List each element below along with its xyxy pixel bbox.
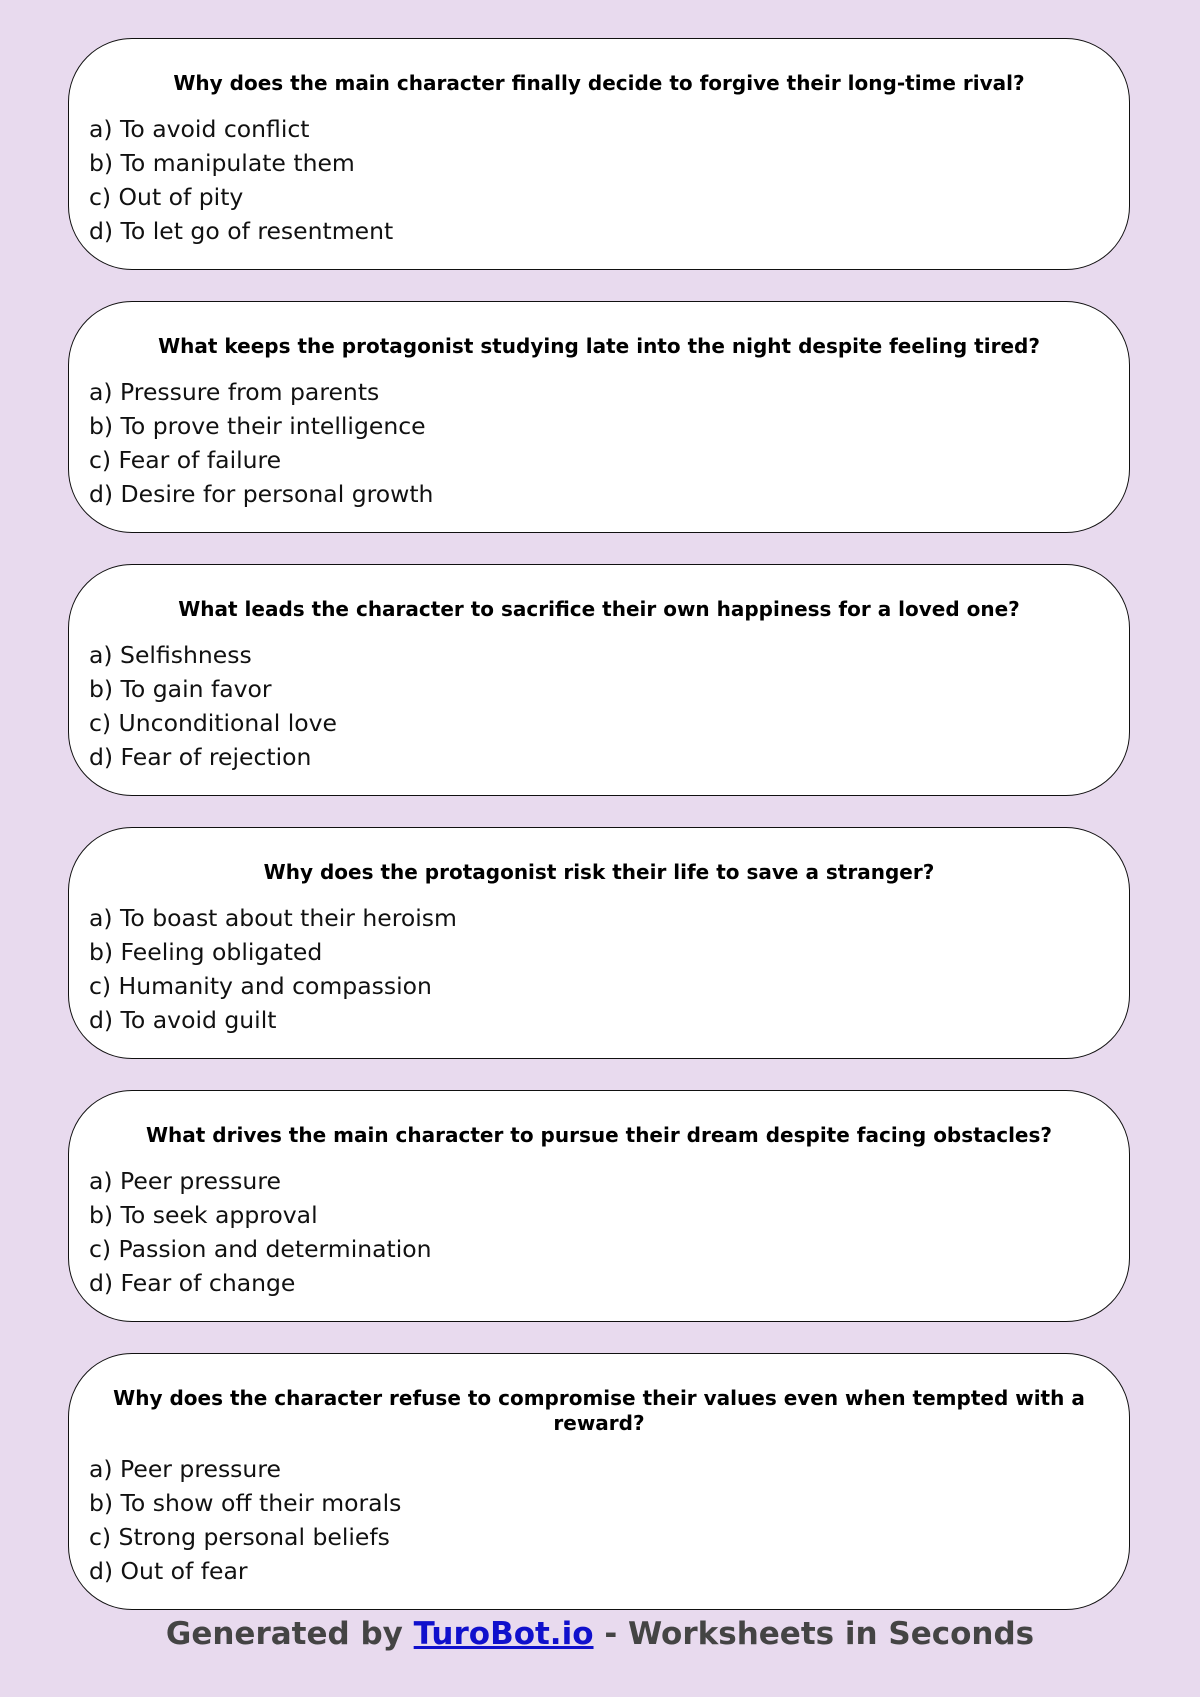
question-text: What keeps the protagonist studying late into the night despite feeling tired? [158, 334, 1040, 358]
option-a: a) To avoid conflict [89, 115, 310, 143]
option-b: b) To manipulate them [89, 149, 355, 177]
question-card-4 [68, 827, 1130, 1059]
option-c: c) Strong personal beliefs [89, 1523, 390, 1551]
question-card-5 [68, 1090, 1130, 1322]
question-text: Why does the character refuse to compromise their values even when tempted with a reward? [113, 1386, 1085, 1435]
option-d: d) Fear of change [89, 1269, 296, 1297]
footer [0, 1616, 1200, 1652]
option-c: c) Unconditional love [89, 709, 337, 737]
option-c: c) Out of pity [89, 183, 244, 211]
question-text: What leads the character to sacrifice their own happiness for a loved one? [178, 597, 1020, 621]
question-text: Why does the main character finally decide to forgive their long-time rival? [173, 71, 1025, 95]
options-list [69, 901, 1129, 1037]
option-d: d) Fear of rejection [89, 743, 312, 771]
question-text: What drives the main character to pursue their dream despite facing obstacles? [145, 1123, 1052, 1147]
footer-prefix: Generated by [165, 1616, 403, 1652]
option-b: b) To show off their morals [89, 1489, 402, 1517]
option-a: a) Selfishness [89, 641, 252, 669]
options-list [69, 375, 1129, 511]
question-card-6 [68, 1353, 1130, 1610]
options-list [69, 1164, 1129, 1300]
options-list [69, 112, 1129, 248]
option-a: a) Pressure from parents [89, 378, 380, 406]
option-d: d) To avoid guilt [89, 1006, 277, 1034]
option-b: b) To seek approval [89, 1201, 318, 1229]
option-c: c) Passion and determination [89, 1235, 432, 1263]
option-d: d) Desire for personal growth [89, 480, 434, 508]
option-b: b) Feeling obligated [89, 938, 323, 966]
option-d: d) Out of fear [89, 1557, 248, 1585]
options-list [69, 1452, 1129, 1588]
question-card-2 [68, 301, 1130, 533]
question-card-1 [68, 38, 1130, 270]
option-a: a) Peer pressure [89, 1455, 281, 1483]
option-c: c) Fear of failure [89, 446, 282, 474]
turobot-link[interactable]: TuroBot.io [413, 1616, 594, 1652]
option-b: b) To prove their intelligence [89, 412, 426, 440]
question-text: Why does the protagonist risk their life to save a stranger? [263, 860, 935, 884]
option-b: b) To gain favor [89, 675, 272, 703]
option-d: d) To let go of resentment [89, 217, 394, 245]
option-a: a) Peer pressure [89, 1167, 281, 1195]
option-a: a) To boast about their heroism [89, 904, 457, 932]
footer-suffix: - Worksheets in Seconds [604, 1616, 1035, 1652]
options-list [69, 638, 1129, 774]
question-card-3 [68, 564, 1130, 796]
option-c: c) Humanity and compassion [89, 972, 432, 1000]
